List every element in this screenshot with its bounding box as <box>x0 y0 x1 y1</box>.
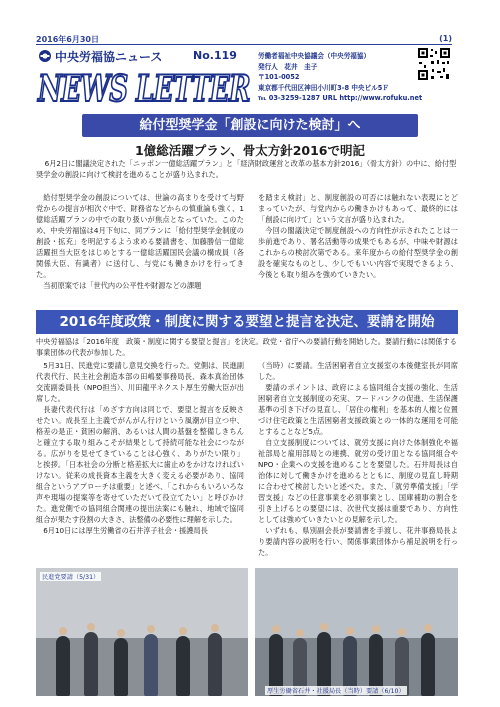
policy-headline-banner: 2016年度政策・制度に関する要望と提言を決定、要請を開始 <box>36 310 458 334</box>
scholarship-lead: 6月2日に閣議決定された「ニッポン一億総活躍プラン」と「経済財政運営と改革の基本方針2016」（骨太方針）の中に、給付型奨学金の創設に向けて検討を進めることが盛り込まれた。 <box>36 159 457 179</box>
publisher-org: 労働者福祉中央協議会（中央労福協） <box>258 52 371 60</box>
rofuku-logo-icon <box>38 49 52 63</box>
policy-paragraph: 6月10日には厚生労働省の石井淳子社会・援護局長 <box>43 526 208 535</box>
publisher-postal: 〒101-0052 <box>258 73 300 81</box>
policy-paragraph: 長妻代表代行は「めざす方向は同じで、要望と提言を反映させたい。成長至上主義でがんがん行けという風潮が目立つ中、格差の是正・貧困の解消、あるいは人間の基盤を整備しきちんと確立する取り組みこそが結果として持続可能な社会につながる。広がりを見せてきていることは心強く、ありがたい限り」と挨拶。「日本社会の分断と格差拡大に歯止めをかけなければいけない。従来の成長資本主義を大きく変える必要があり、協同組合というアプローチは重要」と述べ、「これからもいろいろな声や現場の提案等を寄せていただいて役立てたい」と呼びかけた。進党側での協同組合関連の提出法案にも触れ、地域で協同組合が果たす役割の大きさ、法整備の必要性に理解を示した。 <box>36 405 244 524</box>
policy-column-left <box>36 360 244 536</box>
issue-number: No.119 <box>193 49 237 62</box>
policy-paragraph: 5月31日、民進党に要請し意見交換を行った。党側は、民進副代表代行、民主社会創造本部の田嶋要事務局長、森本真治団体交流副委員長（NPO担当）、川田龍平ネクスト厚生労働大臣が出席した。 <box>36 361 244 403</box>
issue-date: 2016年6月30日 <box>36 35 99 44</box>
news-letter-logo <box>36 63 252 107</box>
scholarship-column-right <box>258 192 458 280</box>
policy-column-right <box>258 360 458 558</box>
policy-paragraph: （当時）に要請。生活困窮者自立支援室の本後健室長が同席した。 <box>258 361 458 381</box>
header-rule <box>36 44 452 45</box>
policy-paragraph: 自立支援制度については、就労支援に向けた体制強化や福祉部局と雇用部局との連携、就労の受け皿となる協同組合やNPO・企業への支援を進めることを要望した。石井局長は自治体に対して働きかけを進めるとともに、制度の見直し時期に合わせて検討したいと述べた。また、「就労準備支援」「学習支援」などの任意事業を必須事業とし、国庫補助の割合を引き上げるとの要望には、次世代支援は重要であり、方向性としては強めていきたいとの見解を示した。 <box>258 438 458 524</box>
scholarship-headline-banner: 給付型奨学金「創設に向けた検討」へ <box>82 114 418 137</box>
scholarship-paragraph: 当初原案では「世代内の公平性や財源などの課題 <box>43 281 202 290</box>
publisher-person: 発行人 花井 圭子 <box>258 62 318 71</box>
publisher-address: 東京都千代田区神田小川町3-8 中央ビル5Ｆ <box>258 83 389 92</box>
publisher-contact: ℡ 03-3259-1287 URL http://www.rofuku.net <box>258 94 423 102</box>
scholarship-paragraph: を踏まえ検討」と、制度創設の可否には触れない表現にとどまっていたが、与党内からの働きかけもあって、最終的には「創設に向けて」という文言が盛り込まれた。 <box>258 193 458 224</box>
photo-mhlw-meeting <box>255 568 458 696</box>
page-number: (1) <box>439 34 452 43</box>
scholarship-paragraph: 今回の閣議決定で制度創設への方向性が示されたことは一歩前進であり、署名活動等の成果でもあるが、中味や財源はこれからの検討次第である。来年度からの給付型奨学金の創設を確実なものとし、少しでもいい内容で実現できるよう、今後とも取り組みを強めていきたい。 <box>258 226 458 279</box>
news-letter-wordmark: NEWS LETTER <box>37 68 251 107</box>
newsletter-brand: 中央労福協ニュース <box>55 50 163 64</box>
scholarship-column-left <box>36 192 244 291</box>
policy-paragraph: いずれも、県別副会長が要請書を手渡し、花井事務局長より要請内容の説明を行い、関係事業団体から補足説明を行った。 <box>258 526 458 557</box>
scholarship-paragraph: 給付型奨学金の創設については、世論の高まりを受けて与野党からの提言が相次ぐ中で、財務省などからの慎重論も強く、1億総活躍プランの中での取り扱いが焦点となっていた。このため、中央労福協は4月下旬に、同プランに「給付型奨学金制度の創設・拡充」を明記するよう求める要請書を、加藤勝信一億総活躍担当大臣をはじめとする一億総活躍国民会議の構成員（各関係大臣、有識者）に送付し、与党にも働きかけを行ってきた。 <box>36 193 244 279</box>
photo1-caption: 民進党要請（5/31） <box>42 574 100 581</box>
qr-code-icon <box>417 47 451 81</box>
photo2-caption: 厚生労働省石井・社援局長（当時）要請（6/10） <box>267 688 405 695</box>
photo-minshinto-meeting <box>36 568 248 696</box>
policy-lead: 中央労福協は「2016年度 政策・制度に関する要望と提言」を決定。政党・省庁への要請行動を開始した。要請行動には関係する事業団体の代表が参加した。 <box>36 337 457 357</box>
scholarship-subheadline: 1億総活躍プラン、骨太方針2016で明記 <box>135 143 365 158</box>
publisher-info <box>258 51 422 104</box>
policy-paragraph: 要請のポイントは、政府による協同組合支援の強化、生活困窮者自立支援制度の充実、フードバンクの促進、生活保護基準の引き下げの見直し、「居住の権利」を基本的人権と位置づけ住宅政策と生活困窮者支援政策との一体的な運用を可能とすることなど5点。 <box>258 383 458 436</box>
